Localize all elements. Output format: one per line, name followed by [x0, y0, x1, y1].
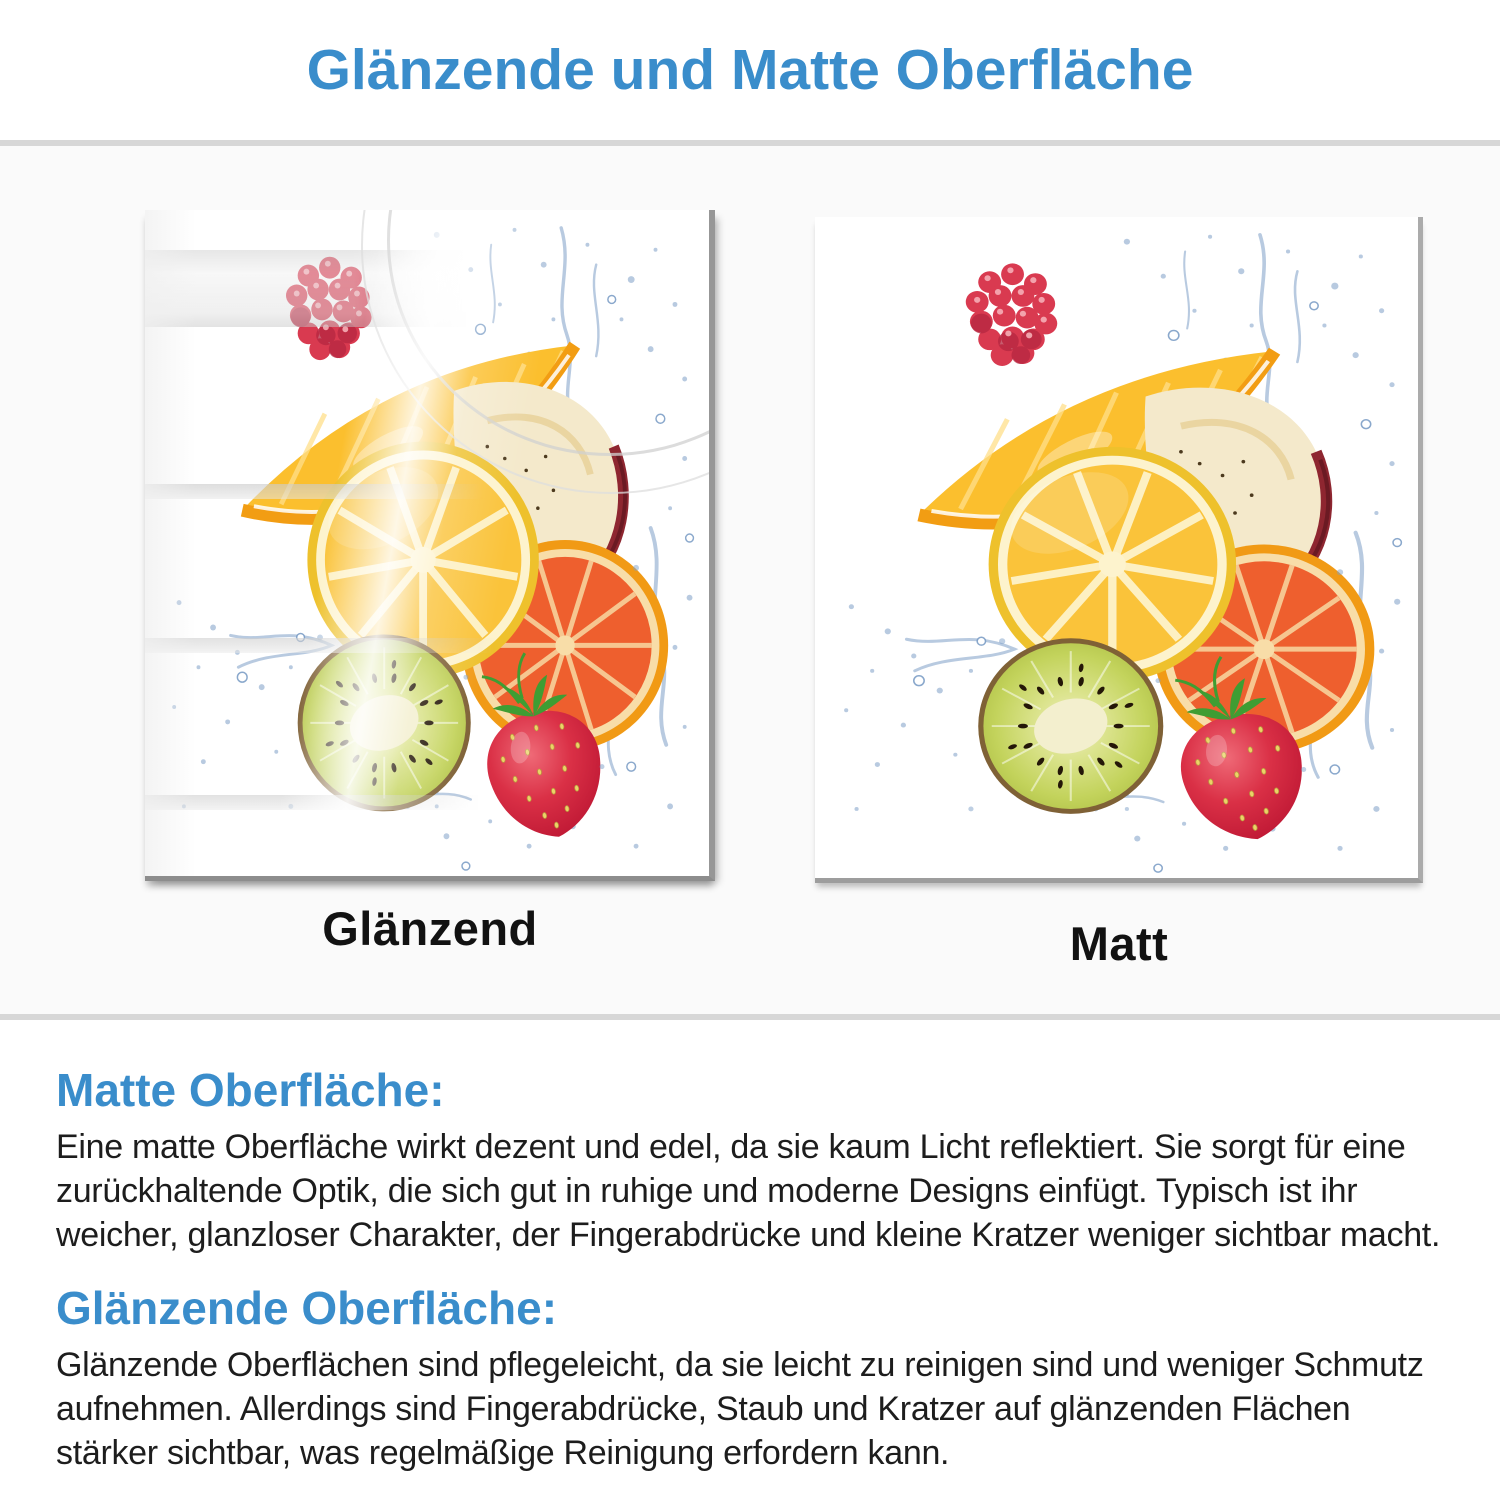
- matte-label: Matt: [1069, 917, 1169, 970]
- comparison-panel: [0, 140, 1500, 1020]
- fruit-splash-illustration: [145, 210, 709, 876]
- glossy-sample-image: [145, 210, 715, 881]
- glossy-section-heading: Glänzende Oberfläche:: [56, 1282, 558, 1334]
- matte-section-heading: Matte Oberfläche:: [56, 1064, 445, 1116]
- fruit-splash-illustration: [815, 217, 1418, 878]
- header: [0, 0, 1500, 140]
- description-section: [0, 1020, 1500, 1475]
- glossy-sample: [145, 210, 715, 956]
- glossy-section-paragraph: Glänzende Oberflächen sind pflegeleicht, da sie leicht zu reinigen sind und weniger Schmutz aufnehmen. Allerdings sind Fingerabdrücke, Staub und Kratzer auf glänzenden Flächen stärker sichtbar, was regelmäßige Reinigung erfordern kann.: [56, 1346, 1424, 1472]
- page-title: Glänzende und Matte Oberfläche: [306, 38, 1194, 102]
- glossy-label: Glänzend: [322, 902, 538, 955]
- matte-sample-image: [815, 217, 1423, 883]
- matte-sample: [815, 217, 1423, 971]
- matte-section-paragraph: Eine matte Oberfläche wirkt dezent und edel, da sie kaum Licht reflektiert. Sie sorgt für eine zurückhaltende Optik, die sich gut in ruhige und moderne Designs einfügt. Typisch ist ihr weicher, glanzloser Charakter, der Fingerabdrücke und kleine Kratzer weniger sichtbar macht.: [56, 1128, 1441, 1254]
